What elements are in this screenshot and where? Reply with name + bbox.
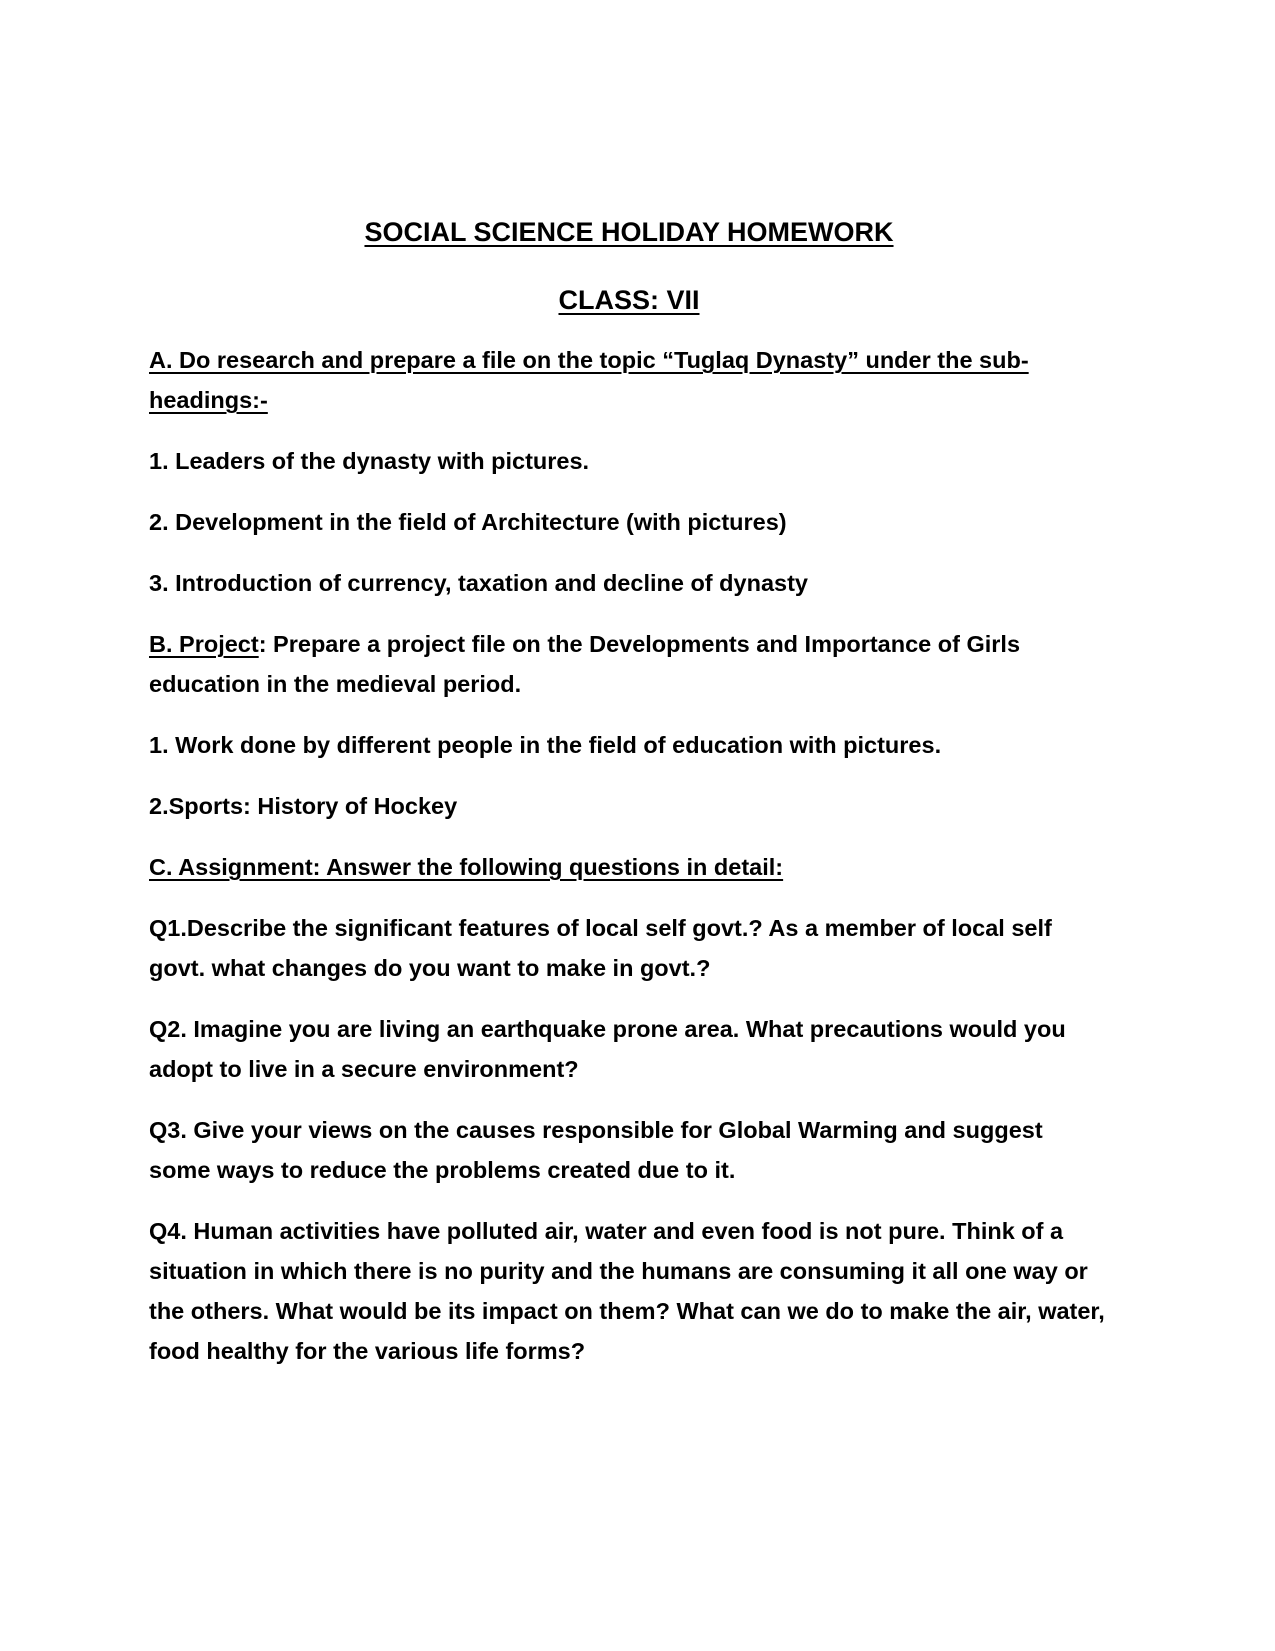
section-a-item: 1. Leaders of the dynasty with pictures.	[149, 448, 590, 474]
section-b-text: : Prepare a project file on the Developments and Importance of Girls education in the medieval period.	[149, 631, 1021, 697]
question-item: Q4. Human activities have polluted air, water and even food is not pure. Think of a situation in which there is no purity and the humans are consuming it all one way or the others. What would be its impact on them? What can we do to make the air, water, food healthy for the various life forms?	[149, 1218, 1105, 1364]
document-body	[149, 212, 1109, 1392]
section-b-paragraph	[149, 624, 1109, 704]
question-item: Q1.Describe the significant features of local self govt.? As a member of local self govt. what changes do you want to make in govt.?	[149, 915, 1052, 981]
section-b-label: B. Project	[149, 631, 259, 657]
question-item: Q3. Give your views on the causes responsible for Global Warming and suggest some ways to reduce the problems created due to it.	[149, 1117, 1043, 1183]
section-a-heading: A. Do research and prepare a file on the topic “Tuglaq Dynasty” under the sub-headings:-	[149, 347, 1029, 413]
question-item: Q2. Imagine you are living an earthquake prone area. What precautions would you adopt to live in a secure environment?	[149, 1016, 1066, 1082]
section-a-item: 2. Development in the field of Architecture (with pictures)	[149, 509, 787, 535]
document-title: SOCIAL SCIENCE HOLIDAY HOMEWORK	[364, 217, 894, 247]
section-b-item: 2.Sports: History of Hockey	[149, 793, 458, 819]
section-a-item: 3. Introduction of currency, taxation and decline of dynasty	[149, 570, 808, 596]
section-c-heading: C. Assignment: Answer the following questions in detail:	[149, 854, 784, 880]
class-label: CLASS: VII	[558, 285, 700, 315]
section-b-item: 1. Work done by different people in the field of education with pictures.	[149, 732, 942, 758]
